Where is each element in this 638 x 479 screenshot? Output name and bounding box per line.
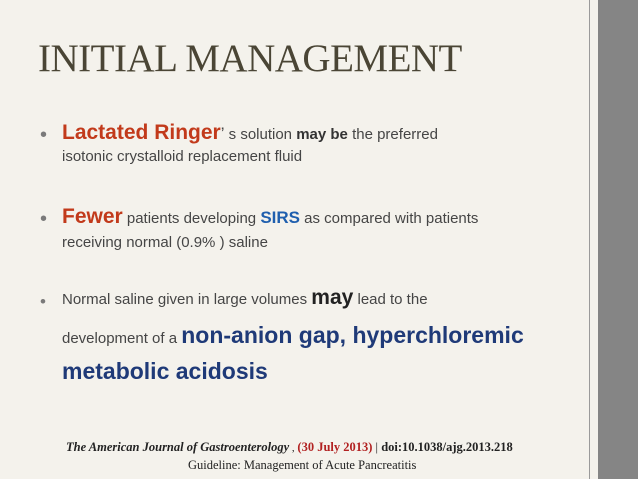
bullet-line	[62, 286, 428, 310]
guideline-title: Guideline: Management of Acute Pancreatitis	[188, 458, 417, 472]
bullet-text: s solution	[224, 126, 297, 143]
bullet-text: as compared with patients	[300, 210, 479, 227]
bullet-line: receiving normal (0.9% ) saline	[62, 234, 268, 251]
bullet-line	[62, 205, 478, 229]
highlight-term: Fewer	[62, 205, 123, 228]
highlight-term: Lactated Ringer	[62, 121, 221, 144]
highlight-term: SIRS	[260, 208, 300, 227]
side-accent-bar	[598, 0, 638, 479]
bullet-dot: •	[40, 124, 48, 146]
emphasis-text: may be	[296, 126, 348, 143]
bullet-line: isotonic crystalloid replacement fluid	[62, 148, 303, 165]
bullet-line	[62, 121, 438, 145]
bullet-dot: •	[40, 208, 48, 230]
publication-date: (30 July 2013)	[297, 440, 373, 454]
bullet-text: lead to the	[353, 291, 428, 308]
highlight-term: non-anion gap, hyperchloremic	[181, 322, 524, 348]
doi-text: doi:10.1038/ajg.2013.218	[381, 440, 513, 454]
citation-line	[66, 440, 513, 455]
bullet-text: the preferred	[347, 126, 438, 143]
side-divider-line	[589, 0, 590, 479]
bullet-dot: •	[40, 292, 46, 311]
emphasis-text: may	[311, 286, 354, 309]
citation-separator: |	[372, 440, 382, 454]
journal-name: The American Journal of Gastroenterology	[66, 440, 290, 454]
bullet-line	[62, 322, 524, 349]
citation-separator: ,	[289, 442, 298, 454]
bullet-text: development of a	[62, 330, 182, 347]
bullet-line-highlight: metabolic acidosis	[62, 358, 268, 384]
slide-title: INITIAL MANAGEMENT	[38, 37, 462, 80]
bullet-text: patients developing	[122, 210, 261, 227]
apostrophe: ’	[220, 124, 225, 143]
bullet-text: Normal saline given in large volumes	[62, 291, 312, 308]
